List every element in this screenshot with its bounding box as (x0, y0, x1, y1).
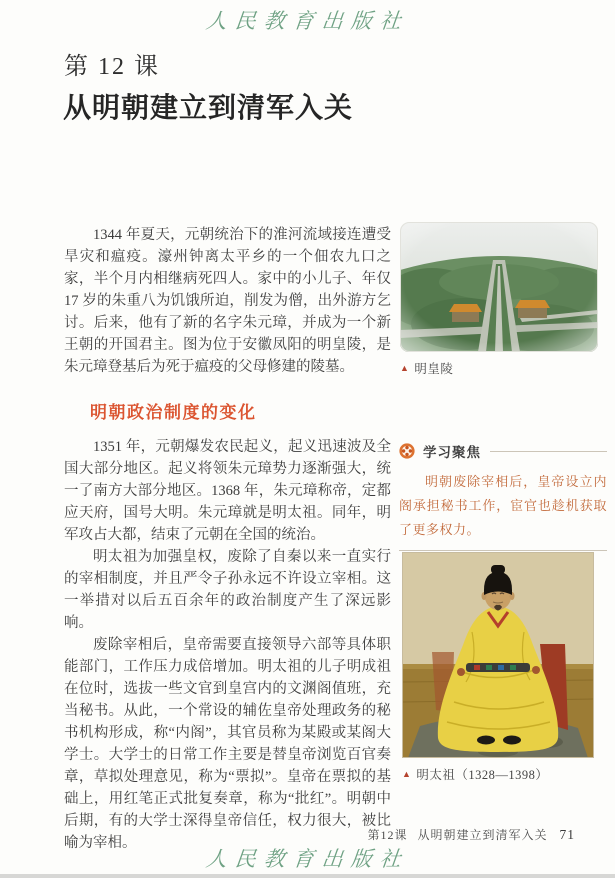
footer-lesson-label: 第12课 (367, 828, 408, 842)
paragraph: 废除宰相后，皇帝需要直接领导六部等具体职能部门，工作压力成倍增加。明太祖的儿子明成祖在位时，选拔一些文官到皇宫内的文渊阁值班，充当秘书。从此，一个常设的辅佐皇帝处理政务的秘书机构形成，称“内阁”，其官员称为某殿或某阁大学士。大学士的日常工作主要是替皇帝浏览百官奏章，草拟处理意见，称为“票拟”。皇帝在票拟的基础上，用红笔正式批复奏章，称为“批红”。明朝中后期，有的大学士深得皇帝信任，权力很大，被比喻为宰相。 (64, 637, 391, 851)
photo-caption (400, 359, 598, 377)
paragraph: 明太祖为加强皇权，废除了自秦以来一直实行的宰相制度，并且严令子孙永远不许设立宰相。这一举措对以后五百余年的政治制度产生了深远影响。 (64, 549, 391, 631)
focus-bottom-rule (399, 550, 607, 551)
paragraph: 1351 年，元朝爆发农民起义，起义迅速波及全国大部分地区。起义将领朱元璋势力逐渐强大，统一了南方大部分地区。1368 年，朱元璋称帝，定都应天府，国号大明。朱元璋就是明太祖。同年，明军攻占大都，结束了元朝在全国的统治。 (64, 439, 391, 543)
learning-focus-header (399, 441, 607, 461)
compass-rosette-icon (399, 443, 415, 459)
photo-caption-text: 明皇陵 (414, 362, 454, 376)
intro-paragraph: 1344 年夏天，元朝统治下的淮河流域接连遭受旱灾和瘟疫。濠州钟离太平乡的一个佃农九口之家，半个月内相继病死四人。家中的小儿子、年仅 17 岁的朱重八为饥饿所迫，削发为僧，出外游方乞讨。后来，他有了新的名字朱元璋，并成为一个新王朝的开国君主。图为位于安徽凤阳的明皇陵，是朱元璋登基后为死于瘟疫的父母修建的陵墓。 (64, 226, 391, 375)
learning-focus-box (399, 441, 607, 551)
portrait-caption (402, 765, 594, 783)
triangle-marker-icon: ▲ (402, 769, 412, 779)
ming-taizu-portrait (402, 552, 594, 758)
learning-focus-title: 学习聚焦 (423, 445, 481, 460)
publisher-watermark-top: 人民教育出版社 (204, 9, 411, 33)
page-bottom-edge (0, 874, 615, 878)
learning-focus-text: 明朝废除宰相后，皇帝设立内阁承担秘书工作，宦官也趁机获取了更多权力。 (399, 474, 607, 537)
ming-tomb-figure (400, 222, 598, 377)
ming-tomb-photo (400, 222, 598, 352)
triangle-marker-icon: ▲ (400, 363, 410, 373)
lesson-number: 第 12 课 (64, 54, 160, 80)
section-heading: 明朝政治制度的变化 (90, 403, 257, 422)
focus-header-rule (490, 451, 607, 452)
page-footer (367, 826, 575, 843)
footer-lesson-title: 从明朝建立到清军入关 (417, 828, 548, 842)
publisher-watermark-bottom: 人民教育出版社 (204, 847, 411, 871)
footer-page-number: 71 (559, 827, 575, 842)
portrait-caption-text: 明太祖（1328—1398） (416, 768, 549, 782)
page-title: 从明朝建立到清军入关 (63, 93, 354, 124)
ming-taizu-figure (402, 552, 594, 783)
body-text-column (64, 436, 391, 854)
